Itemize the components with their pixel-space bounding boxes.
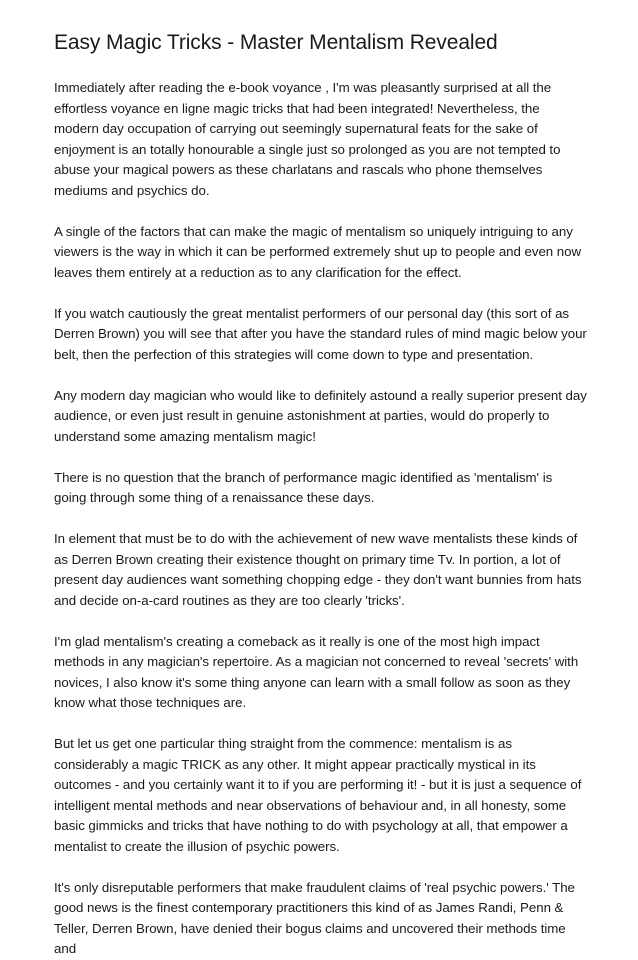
document-title: Easy Magic Tricks - Master Mentalism Revealed	[54, 31, 498, 54]
paragraph-7: I'm glad mentalism's creating a comeback as it really is one of the most high impact methods in any magician's repertoire. As a magician not concerned to reveal 'secrets' with novices, I also know it's some thing anyone can learn with a small follow as soon as they know what those techniques are.	[54, 633, 579, 710]
paragraph-4: Any modern day magician who would like to definitely astound a really superior present day audience, or even just result in genuine astonishment at parties, would do properly to understand some amazing mentalism magic!	[54, 387, 587, 444]
paragraph-2: A single of the factors that can make the magic of mentalism so uniquely intriguing to any viewers is the way in which it can be performed extremely shut up to people and even now leaves them entirely at a reduction as to any clarification for the effect.	[54, 223, 582, 280]
paragraph-3: If you watch cautiously the great mentalist performers of our personal day (this sort of as Derren Brown) you will see that after you have the standard rules of mind magic below your belt, then the perfection of this strategies will come down to type and presentation.	[54, 305, 587, 362]
paragraph-1: Immediately after reading the e-book voyance , I'm was pleasantly surprised at all the effortless voyance en ligne magic tricks that had been integrated! Nevertheless, the modern day occupation of carrying out seemingly supernatural feats for the sake of enjoyment is an totally honourable a single just so prolonged as you are not tempted to abuse your magical powers as these charlatans and rascals who phone themselves mediums and psychics do.	[54, 80, 561, 198]
paragraph-9: It's only disreputable performers that make fraudulent claims of 'real psychic powers.' The good news is the finest contemporary practitioners this kind of as James Randi, Penn & Teller, Derren Brown, have denied their bogus claims and uncovered their methods time and	[54, 879, 575, 956]
paragraph-6: In element that must be to do with the achievement of new wave mentalists these kinds of as Derren Brown creating their existence thought on primary time Tv. In portion, a lot of present day audiences want something chopping edge - they don't want bunnies from hats and decide on-a-card routines as they are too clearly 'tricks'.	[54, 531, 582, 608]
paragraph-5: There is no question that the branch of performance magic identified as 'mentalism' is going through some thing of a renaissance these days.	[54, 469, 553, 505]
paragraph-8: But let us get one particular thing straight from the commence: mentalism is as considerably a magic TRICK as any other. It might appear practically mystical in its outcomes - and you certainly want it to if you are performing it! - but it is just a sequence of intelligent mental methods and near observations of behaviour and, in all honesty, some basic gimmicks and tricks that have nothing to do with psychology at all, that empower a mentalist to create the illusion of psychic powers.	[54, 736, 582, 854]
